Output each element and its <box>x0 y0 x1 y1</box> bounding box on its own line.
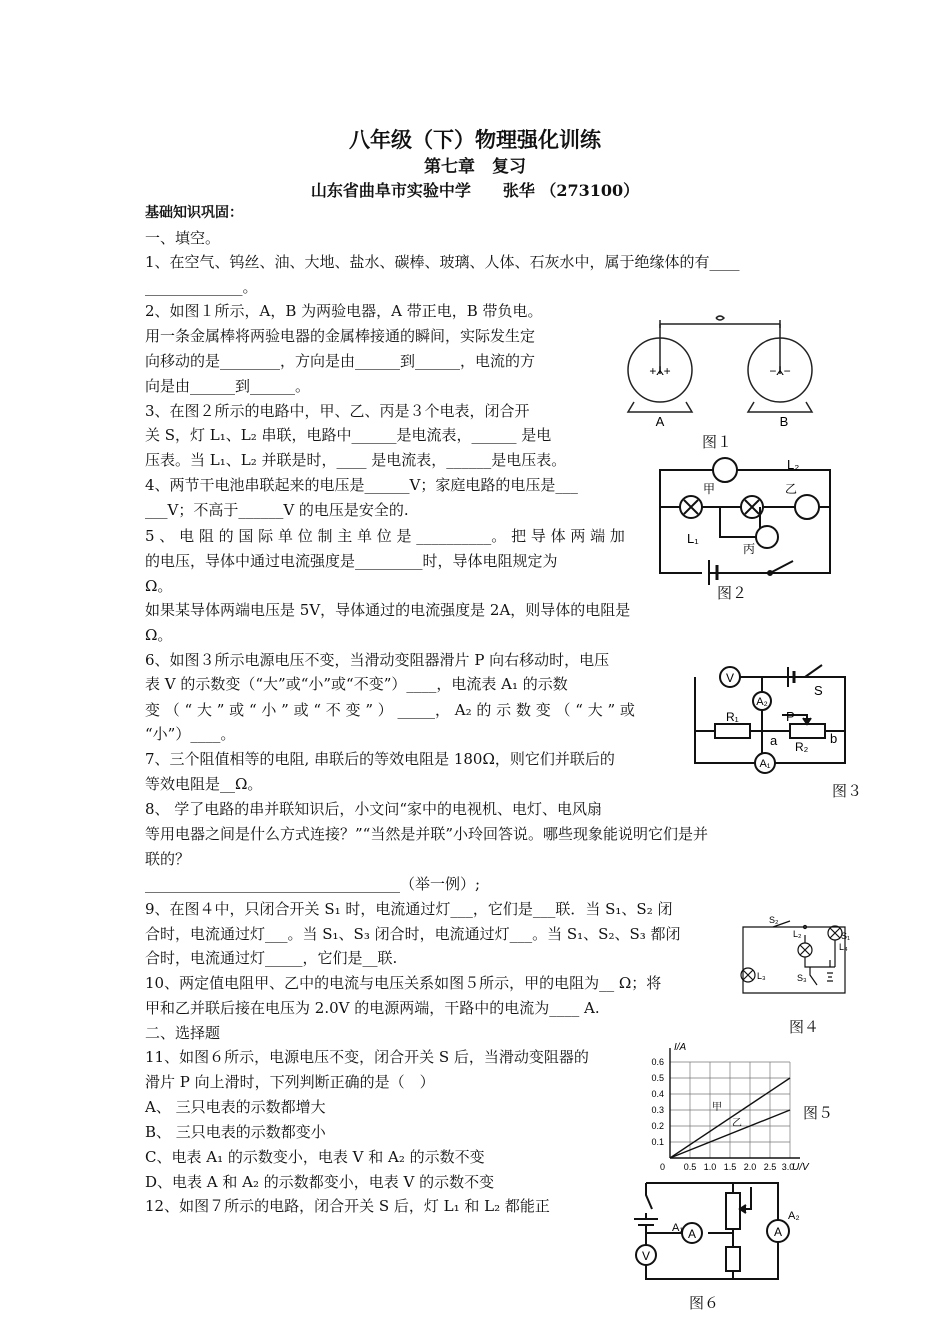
option-b: B、 三只电表的示数都变小 <box>145 1123 326 1141</box>
figure-4-caption: 图４ <box>789 1018 820 1036</box>
text-line: 压表。当 L₁、L₂ 并联是时，____ 是电流表，______是电压表。 <box>145 451 567 469</box>
text-line: “小”）____。 <box>145 725 236 743</box>
chapter-title: 第七章 复习 <box>424 157 526 177</box>
text-line: 5 、 电 阻 的 国 际 单 位 制 主 单 位 是 __________。 把 导 体 两 端 加 <box>145 527 625 545</box>
text-line: ___V；不高于______V 的电压是安全的. <box>145 501 409 519</box>
resistor-r2-label: R₂ <box>795 740 809 754</box>
slider-p-label: P <box>786 709 795 724</box>
y-tick: 0.5 <box>651 1073 664 1083</box>
x-tick: 2.0 <box>743 1162 757 1172</box>
text-line: 8、 学了电路的串并联知识后，小文问“家中的电视机、电灯、电风扇 <box>145 800 602 818</box>
text-line: __________________________________（举一例）; <box>145 875 481 893</box>
text-line: 等用电器之间是什么方式连接？”“当然是并联”小玲回答说。哪些现象能说明它们是并 <box>145 825 709 843</box>
figure-2-caption: 图２ <box>717 584 748 602</box>
figure-1-electroscopes <box>620 312 820 432</box>
label-l2: L₂ <box>793 929 802 939</box>
text-line: 变 （ “ 大 ” 或 “ 小 ” 或 “ 不 变 ” ） _____， A₂ 的 示 数 变 （ “ 大 ” 或 <box>145 701 635 719</box>
label-l3: L₃ <box>757 971 766 981</box>
x-tick: 1.5 <box>723 1162 737 1172</box>
option-d: D、电表 A 和 A₂ 的示数都变小，电表 V 的示数不变 <box>145 1173 495 1191</box>
label-jia: 甲 <box>703 482 716 496</box>
author-line: 山东省曲阜市实验中学 张华 （273100） <box>310 181 640 200</box>
figure-3-circuit <box>690 655 850 775</box>
text-line: 向是由______到______。 <box>145 377 311 395</box>
text-line: 的电压，导体中通过电流强度是_________时，导体电阻规定为 <box>145 552 558 570</box>
figure-6-caption: 图６ <box>689 1294 720 1312</box>
text-line: _____________。 <box>145 278 258 296</box>
text-line: 等效电阻是__Ω。 <box>145 775 263 793</box>
text-line: 3、在图２所示的电路中，甲、乙、丙是３个电表，闭合开 <box>145 402 530 420</box>
label-s1: S₁ <box>841 931 851 941</box>
y-tick: 0.2 <box>651 1121 664 1131</box>
label-l4: L₄ <box>839 942 848 952</box>
text-line: 7、三个阻值相等的电阻, 串联后的等效电阻是 180Ω，则它们并联后的 <box>145 750 615 768</box>
figure-6-circuit <box>628 1175 818 1285</box>
text-line: 1、在空气、钨丝、油、大地、盐水、碳棒、玻璃、人体、石灰水中，属于绝缘体的有____ <box>145 253 740 271</box>
text-line: 向移动的是________，方向是由______到______，电流的方 <box>145 352 536 370</box>
text-line: 甲和乙并联后接在电压为 2.0V 的电源两端，干路中的电流为____ A. <box>145 999 600 1017</box>
line-jia-label: 甲 <box>712 1102 722 1113</box>
part-heading: 二、选择题 <box>145 1024 221 1042</box>
text-line: 4、两节干电池串联起来的电压是______V；家庭电路的电压是___ <box>145 476 578 494</box>
figure-1-caption: 图１ <box>702 433 733 451</box>
x-tick: 3.0 <box>781 1162 795 1172</box>
page-title: 八年级（下）物理强化训练 <box>349 127 601 152</box>
text-line: 9、在图４中，只闭合开关 S₁ 时，电流通过灯___，它们是___联．当 S₁、S₂ 闭 <box>145 900 673 918</box>
option-c: C、电表 A₁ 的示数变小，电表 V 和 A₂ 的示数不变 <box>145 1148 485 1166</box>
text-line: 12、如图７所示的电路，闭合开关 S 后，灯 L₁ 和 L₂ 都能正 <box>145 1197 550 1215</box>
meter-v-label: V <box>641 1249 651 1263</box>
label-a: A <box>655 414 665 429</box>
text-line: 11、如图６所示，电源电压不变，闭合开关 S 后，当滑动变阻器的 <box>145 1048 589 1066</box>
label-s3: S₃ <box>797 973 807 983</box>
text-line: 2、如图１所示，A，B 为两验电器，A 带正电，B 带负电。 <box>145 302 543 320</box>
text-line: 合时，电流通过灯_____，它们是__联. <box>145 949 398 967</box>
text-line: Ω。 <box>145 626 173 644</box>
electroscope-a-sign: +⅄+ <box>649 364 671 378</box>
y-tick: 0.1 <box>651 1137 664 1147</box>
y-axis-label: I/A <box>674 1042 687 1053</box>
resistor-r1-label: R₁ <box>726 710 739 724</box>
figure-5-graph <box>640 1040 810 1173</box>
label-bing: 丙 <box>743 542 756 556</box>
meter-a1-label: A₁ <box>759 758 771 770</box>
label-b: B <box>779 414 789 429</box>
option-a: A、 三只电表的示数都增大 <box>145 1098 326 1116</box>
label-l1: L₁ <box>687 531 699 546</box>
figure-2-circuit <box>655 455 835 580</box>
text-line: 10、两定值电阻甲、乙中的电流与电压关系如图５所示，甲的电阻为__ Ω；将 <box>145 974 662 992</box>
text-line: 合时，电流通过灯___。当 S₁、S₃ 闭合时，电流通过灯___。当 S₁、S₂、S₃ 都闭 <box>145 925 681 943</box>
x-tick: 2.5 <box>763 1162 777 1172</box>
electroscope-b-sign: −⅄− <box>769 364 791 378</box>
figure-5-caption: 图５ <box>803 1104 834 1122</box>
text-line: 关 S，灯 L₁、L₂ 串联，电路中______是电流表，______ 是电 <box>145 426 552 444</box>
text-line: Ω。 <box>145 577 173 595</box>
end-b-label: b <box>830 731 838 746</box>
section-heading: 基础知识巩固： <box>145 205 243 221</box>
meter-a2-label: A₂ <box>756 696 768 708</box>
text-line: 滑片 P 向上滑时，下列判断正确的是（ ） <box>145 1073 435 1091</box>
part-heading: 一、填空。 <box>145 229 221 247</box>
text-line: 表 V 的示数变（“大”或“小”或“不变”）____，电流表 A₁ 的示数 <box>145 675 568 693</box>
y-tick: 0.6 <box>651 1057 664 1067</box>
y-tick: 0.3 <box>651 1105 664 1115</box>
label-a2: A₂ <box>788 1210 800 1222</box>
figure-4-circuit <box>735 905 855 1000</box>
x-tick: 0 <box>660 1162 666 1172</box>
meter-a-right-label: A <box>773 1225 783 1239</box>
end-a-label: a <box>770 733 778 748</box>
text-line: 如果某导体两端电压是 5V，导体通过的电流强度是 2A，则导体的电阻是 <box>145 601 631 619</box>
y-tick: 0.4 <box>651 1089 664 1099</box>
x-tick: 0.5 <box>683 1162 697 1172</box>
x-axis-label: U/V <box>792 1162 809 1173</box>
label-a1: A₁ <box>672 1222 684 1234</box>
meter-a-label: A <box>687 1227 697 1241</box>
text-line: 6、如图３所示电源电压不变，当滑动变阻器滑片 P 向右移动时，电压 <box>145 651 610 669</box>
meter-v-label: V <box>725 671 735 685</box>
label-yi: 乙 <box>785 482 798 496</box>
x-tick: 1.0 <box>703 1162 717 1172</box>
text-line: 用一条金属棒将两验电器的金属棒接通的瞬间，实际发生定 <box>145 327 536 345</box>
figure-3-caption: 图３ <box>832 782 863 800</box>
label-s2: S₂ <box>769 915 779 925</box>
label-l2: L₂ <box>787 457 800 472</box>
text-line: 联的？ <box>145 850 191 868</box>
switch-s-label: S <box>814 683 823 698</box>
line-yi-label: 乙 <box>732 1118 742 1129</box>
